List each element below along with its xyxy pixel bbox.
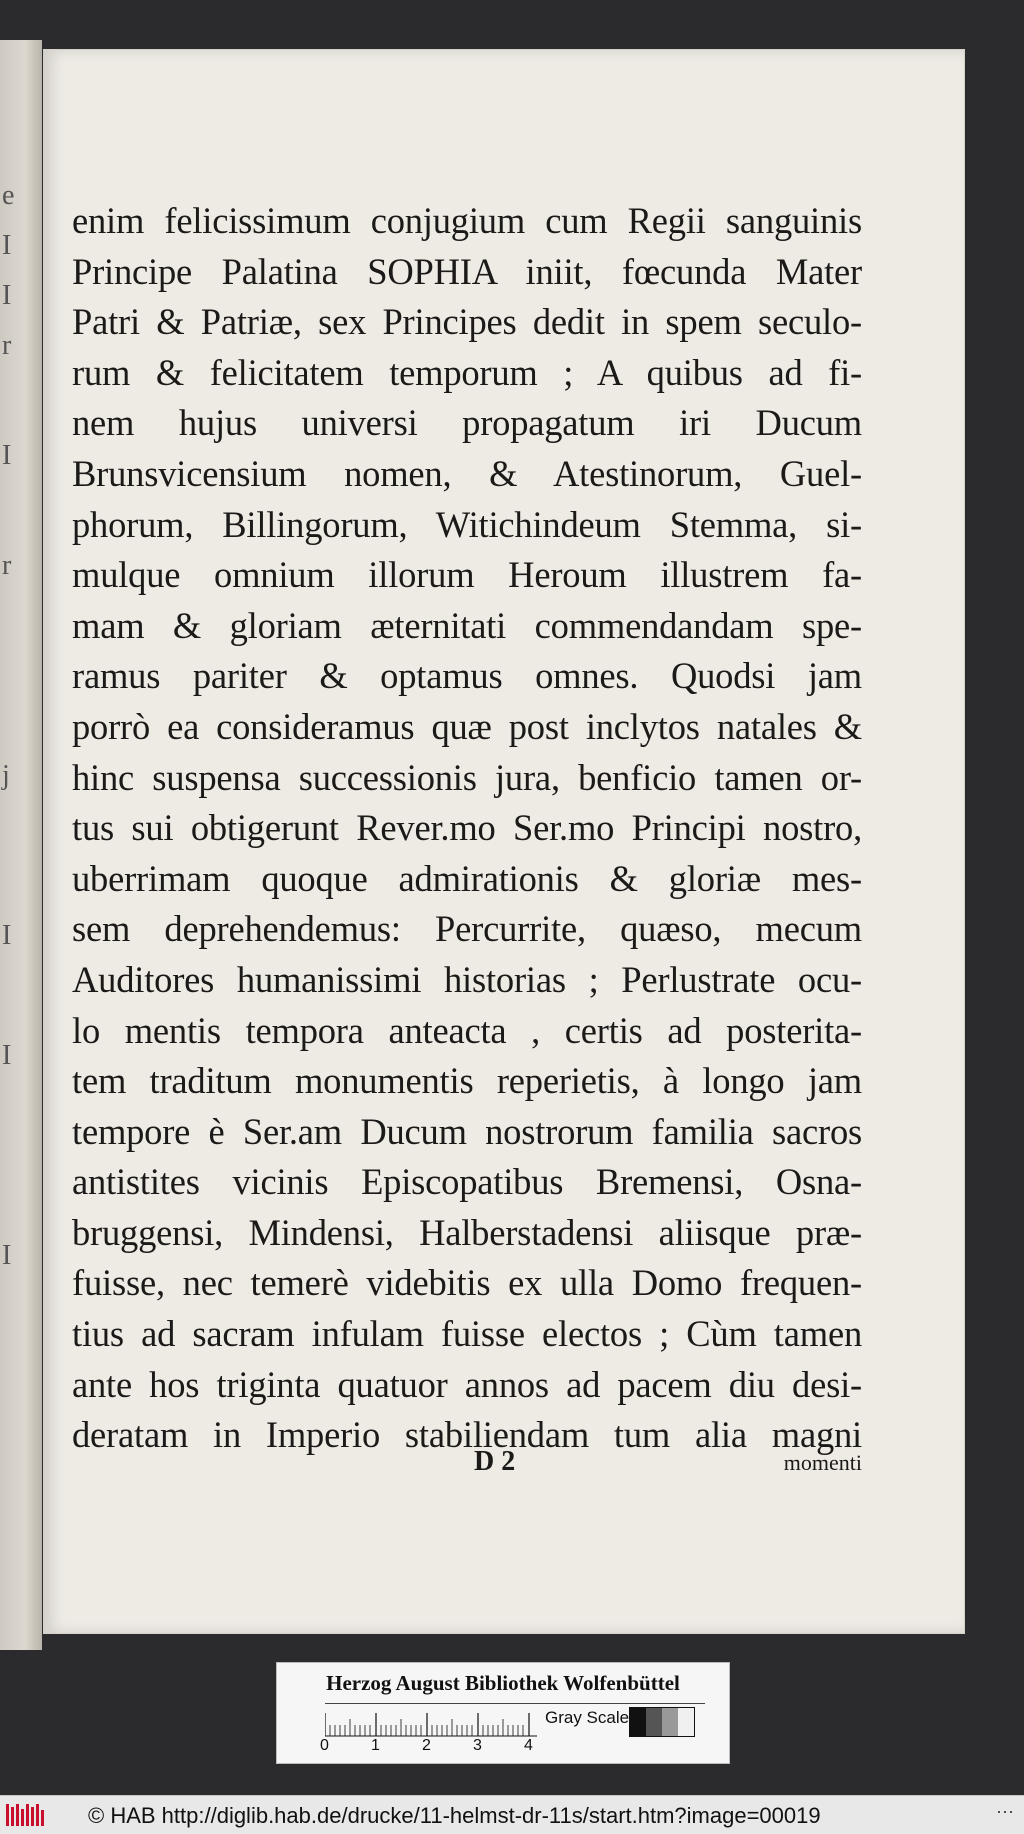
ruler-number: 0 xyxy=(320,1737,329,1754)
status-bar xyxy=(0,1795,1024,1834)
signature-mark: D 2 xyxy=(474,1446,516,1477)
hab-logo-icon xyxy=(6,1804,46,1826)
text-line: Auditores humanissimi historias ; Perlustrate ocu- xyxy=(72,958,862,1000)
text-line: Brunsvicensium nomen, & Atestinorum, Guel- xyxy=(72,452,862,494)
text-line: mam & gloriam æternitati commendandam spe- xyxy=(72,604,862,646)
text-line: antistites vicinis Episcopatibus Bremensi, Osna- xyxy=(72,1161,862,1203)
text-line: tem traditum monumentis reperietis, à longo jam xyxy=(72,1060,862,1102)
gray-patch xyxy=(630,1708,646,1736)
prev-page-glyph: e xyxy=(2,180,15,211)
previous-page-edge xyxy=(0,40,42,1650)
text-line: nem hujus universi propagatum iri Ducum xyxy=(72,402,862,444)
text-line: Patri & Patriæ, sex Principes dedit in spem seculo- xyxy=(72,301,862,343)
color-calibration-card xyxy=(276,1662,730,1764)
ruler-number: 2 xyxy=(422,1737,431,1754)
prev-page-glyph: r xyxy=(2,550,12,581)
text-line: Principe Palatina SOPHIA iniit, fœcunda Mater xyxy=(72,250,862,292)
gray-patch xyxy=(662,1708,678,1736)
prev-page-glyph: j xyxy=(2,760,10,791)
prev-page-glyph: I xyxy=(2,230,12,261)
ruler-number: 4 xyxy=(524,1737,533,1754)
gray-patch xyxy=(678,1708,694,1736)
institution-name: Herzog August Bibliothek Wolfenbüttel xyxy=(326,1671,680,1695)
prev-page-glyph: I xyxy=(2,280,12,311)
ruler-scale xyxy=(325,1709,537,1737)
gray-scale-patches xyxy=(629,1707,695,1737)
text-line: bruggensi, Mindensi, Halberstadensi aliisque præ- xyxy=(72,1211,862,1253)
more-dots-icon[interactable]: ⋯ xyxy=(996,1802,1014,1822)
prev-page-glyph: r xyxy=(2,330,12,361)
text-line: deratam in Imperio stabiliendam tum alia magni xyxy=(72,1414,862,1456)
text-line: ante hos triginta quatuor annos ad pacem diu desi- xyxy=(72,1363,862,1405)
card-rule xyxy=(325,1703,705,1704)
gray-scale-label: Gray Scale xyxy=(545,1708,630,1727)
text-line: ramus pariter & optamus omnes. Quodsi jam xyxy=(72,655,862,697)
prev-page-glyph: I xyxy=(2,440,12,471)
text-line: tus sui obtigerunt Rever.mo Ser.mo Principi nostro, xyxy=(72,807,862,849)
text-line: enim felicissimum conjugium cum Regii sanguinis xyxy=(72,200,862,241)
page-footer xyxy=(72,1446,862,1486)
text-line: tius ad sacram infulam fuisse electos ; Cùm tamen xyxy=(72,1313,862,1355)
prev-page-glyph: I xyxy=(2,920,12,951)
copyright-url[interactable]: © HAB http://diglib.hab.de/drucke/11-helmst-dr-11s/start.htm?image=00019 xyxy=(88,1803,821,1828)
ruler-number: 3 xyxy=(473,1737,482,1754)
text-line: porrò ea consideramus quæ post inclytos natales & xyxy=(72,705,862,747)
gray-patch xyxy=(646,1708,662,1736)
text-line: sem deprehendemus: Percurrite, quæso, mecum xyxy=(72,908,862,950)
ruler-number: 1 xyxy=(371,1737,380,1754)
prev-page-glyph: I xyxy=(2,1040,12,1071)
text-line: rum & felicitatem temporum ; A quibus ad fi- xyxy=(72,351,862,393)
text-line: hinc suspensa successionis jura, benficio tamen or- xyxy=(72,756,862,798)
text-line: lo mentis tempora anteacta , certis ad posterita- xyxy=(72,1009,862,1051)
text-line: mulque omnium illorum Heroum illustrem fa- xyxy=(72,554,862,596)
text-line: uberrimam quoque admirationis & gloriæ mes- xyxy=(72,857,862,899)
catchword: momenti xyxy=(783,1450,862,1475)
body-text xyxy=(72,196,862,1461)
text-line: phorum, Billingorum, Witichindeum Stemma, si- xyxy=(72,503,862,545)
prev-page-glyph: I xyxy=(2,1240,12,1271)
text-line: tempore è Ser.am Ducum nostrorum familia sacros xyxy=(72,1110,862,1152)
text-line: fuisse, nec temerè videbitis ex ulla Domo frequen- xyxy=(72,1262,862,1304)
